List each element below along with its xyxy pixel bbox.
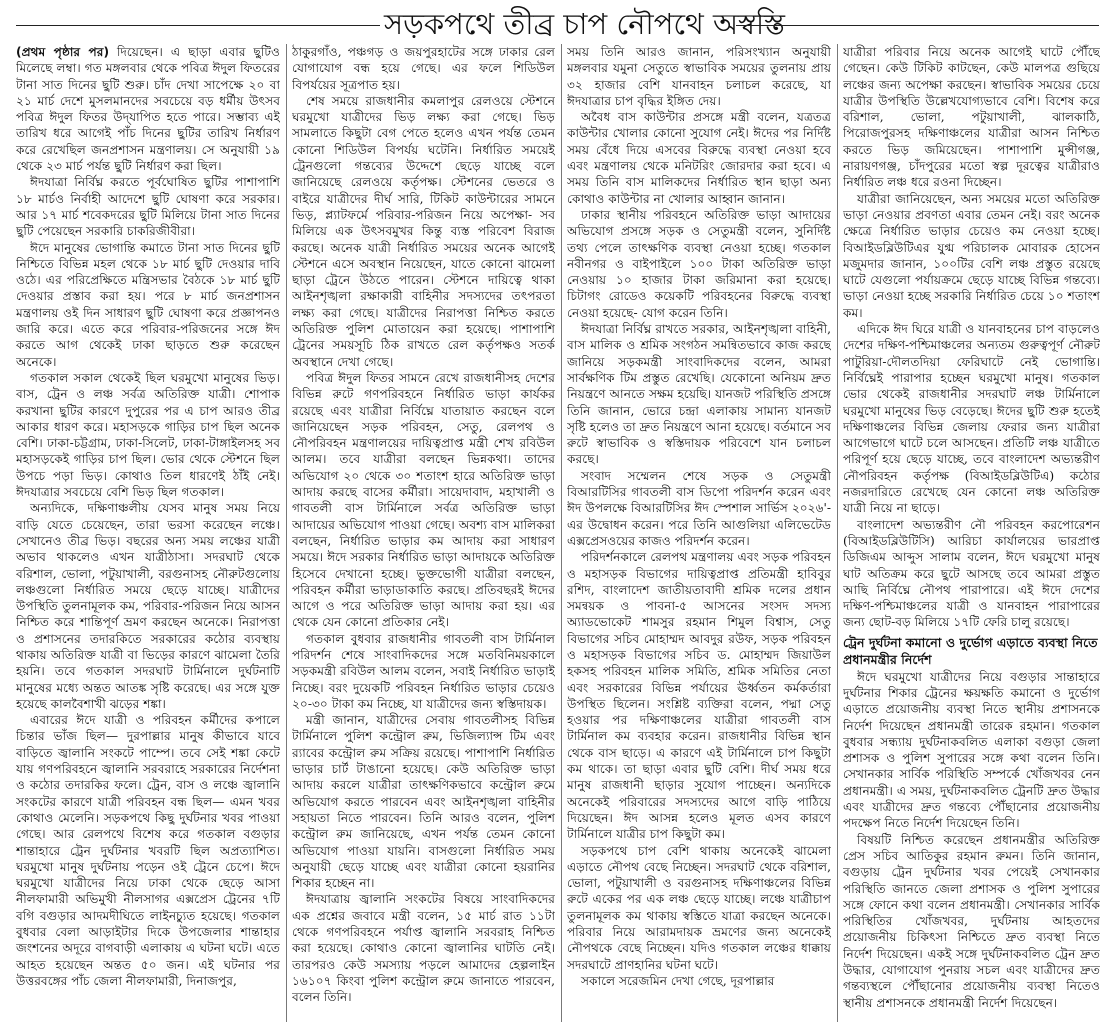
article-paragraph: অবৈধ বাস কাউন্টার প্রসঙ্গে মন্ত্রী বলেন, যত্রতত্র কাউন্টার খোলার কোনো সুযোগ নেই। ঈদের পর নির্দিষ্ট সময় বেঁধে দিয়ে এসবের বিরুদ্ধে ব্যবস্থা নেওয়া হবে এবং মন্ত্রণালয় থেকে মনিটরিং জোরদার করা হবে। এ সময় তিনি বাস মালিকদের নির্ধারিত স্থান ছাড়া অন্য কোথাও কাউন্টার না খোলার আহ্বান জানান। (567, 110, 831, 206)
continuation-label: (প্রথম পৃষ্ঠার পর) (16, 45, 110, 59)
article-paragraph: যাত্রীরা জানিয়েছেন, অন্য সময়ের মতো অতিরিক্ত ভাড়া নেওয়ার প্রবণতা এবার তেমন নেই। বরং অনেক ক্ষেত্রে নির্ধারিত ভাড়ার চেয়েও কম নেওয়া হচ্ছে। বিআইডব্লিউটিএর যুগ্ম পরিচালক মোবারক হোসেন মজুমদার জানান, ১০০টির বেশি লঞ্চ প্রস্তুত রয়েছে ঘাটে যেগুলো পর্যায়ক্রমে ছেড়ে যাচ্ছে বিভিন্ন গন্তব্যে। ভাড়া নেওয়া হচ্ছে সরকারি নির্ধারিত চেয়ে ১০ শতাংশ কম। (843, 191, 1100, 320)
headline-rule-left (16, 25, 380, 26)
article-paragraph: বিষয়টি নিশ্চিত করেছেন প্রধানমন্ত্রীর অতিরিক্ত প্রেস সচিব আতিকুর রহমান রুমন। তিনি জানান, বগুড়ায় ট্রেন দুর্ঘটনার খবর পেয়েই সেখানকার পরিস্থিতি জানতে জেলা প্রশাসক ও পুলিশ সুপারের সঙ্গে ফোনে কথা বলেন প্রধানমন্ত্রী। সেখানকার সার্বিক পরিস্থিতির খোঁজখবর, দুর্ঘটনায় আহতদের প্রয়োজনীয় চিকিৎসা নিশ্চিতে দ্রুত ব্যবস্থা নিতে নির্দেশ দিয়েছেন। একই সঙ্গে দুর্ঘটনাকবলিত ট্রেন দ্রুত উদ্ধার, যোগাযোগ পুনরায় সচল এবং যাত্রীদের দ্রুত গন্তব্যস্থলে পৌঁছানোর প্রয়োজনীয় ব্যবস্থা নিতেও স্থানীয় প্রশাসনকে প্রধানমন্ত্রী নির্দেশ দিয়েছেন। (843, 832, 1100, 1010)
article-paragraph: সকালে সরেজমিন দেখা গেছে, দূরপাল্লার (581, 973, 775, 988)
article-paragraph: সময় তিনি আরও জানান, পরিসংখ্যান অনুযায়ী মঙ্গলবার যমুনা সেতুতে স্বাভাবিক সময়ের তুলনায় প্রায় ৩২ হাজার বেশি যানবাহন চলাচল করেছে, যা ঈদযাত্রার চাপ বৃদ্ধির ইঙ্গিত দেয়। (567, 45, 831, 108)
article-column-2 (292, 44, 555, 1022)
column-divider (561, 44, 562, 1022)
article-paragraph: (প্রথম পৃষ্ঠার পর) দিয়েছেন। এ ছাড়া এবার ছুটিও মিলেছে লম্বা। গত মঙ্গলবার থেকে পবিত্র ঈদুল ফিতরের টানা সাত দিনের ছুটি শুরু। চাঁদ দেখা সাপেক্ষে ২০ বা ২১ মার্চ দেশে মুসলমানদের সবচেয়ে বড় ধর্মীয় উৎসব পবিত্র ঈদুল ফিতর উদ্‌যাপিত হতে পারে। সম্ভাব্য এই তারিখ ধরে আগেই পাঁচ দিনের ছুটির তারিখ নির্ধারণ করে রেখেছিল জনপ্রশাসন মন্ত্রণালয়। সে অনুযায়ী ১৯ থেকে ২৩ মার্চ পর্যন্ত ছুটি নির্ধারণ করা ছিল। (16, 45, 280, 174)
article-paragraph: পবিত্র ঈদুল ফিতর সামনে রেখে রাজধানীসহ দেশের বিভিন্ন রুটে গণপরিবহনে নির্ধারিত ভাড়া কার্যকর রয়েছে এবং যাত্রীরা নির্বিঘ্নে যাতায়াত করছেন বলে জানিয়েছেন সড়ক পরিবহন, সেতু, রেলপথ ও নৌপরিবহন মন্ত্রণালয়ের দায়িত্বপ্রাপ্ত মন্ত্রী শেখ রবিউল আলম। তবে যাত্রীরা বলছেন ভিন্নকথা। তাদের অভিযোগ ২০ থেকে ৩০ শতাংশ হারে অতিরিক্ত ভাড়া আদায় করছে বাসের কর্মীরা। সায়েদাবাদ, মহাখালী ও গাবতলী বাস টার্মিনালে সর্বত্র অতিরিক্ত ভাড়া আদায়ের অভিযোগ পাওয়া গেছে। অবশ্য বাস মালিকরা বলছেন, নির্ধারিত ভাড়ার কম আদায় করা সাধারণ সময়ে। ঈদে সরকার নির্ধারিত ভাড়া আদায়কে অতিরিক্ত হিসেবে দেখানো হচ্ছে। ভুক্তভোগী যাত্রীরা বলছেন, পরিবহন কর্মীরা ভাড়াডাকাতি করছে। প্রতিবছরই ঈদের আগে ও পরে অতিরিক্ত ভাড়া আদায় করা হয়। এর থেকে যেন কোনো প্রতিকার নেই। (292, 370, 555, 630)
article-column-3 (567, 44, 831, 1022)
article-paragraph: পরিদর্শনকালে রেলপথ মন্ত্রণালয় এবং সড়ক পরিবহন ও মহাসড়ক বিভাগের দায়িত্বপ্রাপ্ত প্রতিমন্ত্রী হাবিবুর রশিদ, বাংলাদেশ জাতীয়তাবাদী শ্রমিক দলের প্রধান সমন্বয়ক ও পাবনা-৫ আসনের সংসদ সদস্য অ্যাডভোকেট শামসুর রহমান শিমুল বিশ্বাস, সেতু বিভাগের সচিব মোহাম্মদ আবদুর রউফ, সড়ক পরিবহন ও মহাসড়ক বিভাগের সচিব ড. মোহাম্মদ জিয়াউল হকসহ পরিবহন মালিক সমিতি, শ্রমিক সমিতির নেতা এবং সরকারের বিভিন্ন পর্যায়ের ঊর্ধ্বতন কর্মকর্তারা উপস্থিত ছিলেন। সংশ্লিষ্ট ব্যক্তিরা বলেন, পদ্মা সেতু হওয়ার পর দক্ষিণাঞ্চলের যাত্রীরা গাবতলী বাস টার্মিনাল কম ব্যবহার করেন। রাজধানীর বিভিন্ন স্থান থেকে বাস ছাড়ে। এ কারণে এই টার্মিনালে চাপ কিছুটা কম থাকে। তা ছাড়া এবার ছুটি বেশি। দীর্ঘ সময় ধরে মানুষ রাজধানী ছাড়ার সুযোগ পাচ্ছেন। অন্যদিকে অনেকেই পরিবারের সদস্যদের আগে বাড়ি পাঠিয়ে দিয়েছেন। ঈদ আসন্ন হলেও মূলত এসব কারণে টার্মিনালে যাত্রীর চাপ কিছুটা কম। (567, 550, 831, 842)
article-paragraph: ঈদে ঘরমুখো যাত্রীদের নিয়ে বগুড়ার সান্তাহারে দুর্ঘটনার শিকার ট্রেনের ক্ষয়ক্ষতি কমানো ও দুর্ভোগ এড়াতে প্রয়োজনীয় ব্যবস্থা নিতে স্থানীয় প্রশাসনকে নির্দেশ দিয়েছেন প্রধানমন্ত্রী তারেক রহমান। গতকাল বুধবার সন্ধ্যায় দুর্ঘটনাকবলিত এলাকা বগুড়া জেলা প্রশাসক ও পুলিশ সুপারের সঙ্গে কথা বলেন তিনি। সেখানকার সার্বিক পরিস্থিতি সম্পর্কে খোঁজখবর নেন প্রধানমন্ত্রী। এ সময়, দুর্ঘটনাকবলিত ট্রেনটি দ্রুত উদ্ধার এবং যাত্রীদের দ্রুত গন্তব্যে পৌঁছানোর প্রয়োজনীয় পদক্ষেপ নিতে নির্দেশ দিয়েছেন তিনি। (843, 669, 1100, 831)
article-paragraph: ঈদযাত্রা নির্বিঘ্ন রাখতে সরকার, আইনশৃঙ্খলা বাহিনী, বাস মালিক ও শ্রমিক সংগঠন সমন্বিতভাবে কাজ করছে জানিয়ে সড়কমন্ত্রী সাংবাদিকদের বলেন, আমরা সার্বক্ষণিক টিম প্রস্তুত রেখেছি। যেকোনো অনিয়ম দ্রুত নিয়ন্ত্রণে আনতে সক্ষম হয়েছি। যানজট পরিস্থিতি প্রসঙ্গে তিনি জানান, ভোরে চন্দ্রা এলাকায় সামান্য যানজট সৃষ্টি হলেও তা দ্রুত নিয়ন্ত্রণে আনা হয়েছে। বর্তমানে সব রুটে স্বাভাবিক ও স্বস্তিদায়ক পরিবেশে যান চলাচল করছে। (567, 322, 831, 467)
page-headline: সড়কপথে তীব্র চাপ নৌপথে অস্বস্তি (384, 7, 785, 41)
article-column-4 (843, 44, 1100, 1022)
article-paragraph: এদিকে ঈদ ঘিরে যাত্রী ও যানবাহনের চাপ বাড়লেও দেশের দক্ষিণ-পশ্চিমাঞ্চলের অন্যতম গুরুত্বপূর্ণ নৌরুট পাটুরিয়া-দৌলতদিয়া ফেরিঘাটে নেই ভোগান্তি। নির্বিঘ্নেই পারাপার হচ্ছেন ঘরমুখো মানুষ। গতকাল ভোর থেকেই রাজধানীর সদরঘাট লঞ্চ টার্মিনালে ঘরমুখো মানুষের ভিড় বেড়েছে। ঈদের ছুটি শুরু হতেই দক্ষিণাঞ্চলের বিভিন্ন জেলায় ফেরার জন্য যাত্রীরা আগেভাগে ঘাটে চলে আসছেন। প্রতিটি লঞ্চ যাত্রীতে পরিপূর্ণ হয়ে ছেড়ে যাচ্ছে, তবে বাংলাদেশ অভ্যন্তরীণ নৌপরিবহন কর্তৃপক্ষ (বিআইডব্লিউটিএ) কঠোর নজরদারিতে রেখেছে যেন কোনো লঞ্চ অতিরিক্ত যাত্রী নিয়ে না ছাড়ে। (843, 322, 1100, 516)
headline-rule-right (736, 25, 1099, 26)
article-paragraph: অন্যদিকে, দক্ষিণাঞ্চলীয় যেসব মানুষ সময় নিয়ে বাড়ি যেতে চেয়েছেন, তারা ভরসা করেছেন লঞ্চে। সেখানেও তীব্র ভিড়। বছরের অন্য সময় লঞ্চের যাত্রী অভাব থাকলেও এখন যাত্রীঠাসা। সদরঘাট থেকে বরিশাল, ভোলা, পটুয়াখালী, বরগুনাসহ নৌরুটগুলোয় লঞ্চগুলো নির্ধারিত সময়ে ছেড়ে যাচ্ছে। যাত্রীদের উপস্থিতি তুলনামূলক কম, পরিবার-পরিজন নিয়ে আসন নিশ্চিত করে শান্তিপূর্ণ ভ্রমণ করছেন অনেকে। নিরাপত্তা ও প্রশাসনের তদারকিতে সরকারের কঠোর ব্যবস্থায় থাকায় অতিরিক্ত যাত্রী বা ভিড়ের কারণে ঝামেলা তৈরি হয়নি। তবে গতকাল সদরঘাট টার্মিনালে দুর্ঘটনাটি মানুষের মধ্যে অন্তত আতঙ্ক সৃষ্টি করেছে। এর সঙ্গে যুক্ত হয়েছে কালবৈশাখী ঝড়ের শঙ্কা। (16, 501, 280, 711)
article-paragraph: শেষ সময়ে রাজধানীর কমলাপুর রেলওয়ে স্টেশনে ঘরমুখো যাত্রীদের ভিড় লক্ষ্য করা গেছে। ভিড় সামলাতে কিছুটা বেগ পেতে হলেও এখন পর্যন্ত তেমন কোনো শিডিউল বিপর্যয় ঘটেনি। নির্ধারিত সময়েই ট্রেনগুলো গন্তব্যের উদ্দেশে ছেড়ে যাচ্ছে বলে জানিয়েছে রেলওয়ে কর্তৃপক্ষ। স্টেশনের ভেতরে ও বাইরে যাত্রীদের দীর্ঘ সারি, টিকিট কাউন্টারের সামনে ভিড়, প্ল্যাটফর্মে পরিবার-পরিজন নিয়ে অপেক্ষা- সব মিলিয়ে এক উৎসবমুখর কিন্তু ব্যস্ত পরিবেশ বিরাজ করছে। অনেক যাত্রী নির্ধারিত সময়ের অনেক আগেই স্টেশনে এসে অবস্থান নিয়েছেন, যাতে কোনো ঝামেলা ছাড়া ট্রেনে উঠতে পারেন। স্টেশনে দায়িত্বে থাকা আইনশৃঙ্খলা রক্ষাকারী বাহিনীর সদস্যদের তৎপরতা লক্ষ্য করা গেছে। যাত্রীদের নিরাপত্তা নিশ্চিত করতে অতিরিক্ত পুলিশ মোতায়েন করা হয়েছে। পাশাপাশি ট্রেনের সময়সূচি ঠিক রাখতে রেল কর্তৃপক্ষও সতর্ক অবস্থানে দেখা গেছে। (292, 93, 555, 369)
article-paragraph: গতকাল সকাল থেকেই ছিল ঘরমুখো মানুষের ভিড়। বাস, ট্রেন ও লঞ্চ সর্বত্র অতিরিক্ত যাত্রী। শোপাক করখানা ছুটির কারণে দুপুরের পর এ চাপ আরও তীব্র আকার ধারণ করে। মহাসড়কে গাড়ির চাপ ছিল অনেক বেশি। ঢাকা-চট্টগ্রাম, ঢাকা-সিলেট, ঢাকা-টাঙ্গাইলসহ সব মহাসড়কেই গাড়ির চাপ ছিল। ভোর থেকে স্টেশনে ছিল উপচে পড়া ভিড়। কোথাও তিল ধারণেই ঠাঁই নেই। ঈদযাত্রার সবচেয়ে বেশি ভিড় ছিল গতকাল। (16, 370, 280, 500)
article-paragraph: বাংলাদেশ অভ্যন্তরীণ নৌ পরিবহন করপোরেশন (বিআইডব্লিউটিসি) আরিচা কার্যালয়ের ভারপ্রাপ্ত ডিজিএম আব্দুস সালাম বলেন, ঈদে ঘরমুখো মানুষ ঘাট অতিক্রম করে ছুটে আসছে তবে আমরা প্রস্তুত আছি নির্বিঘ্নে নৌপথ পারাপারে। এই ঈদে দেশের দক্ষিণ-পশ্চিমাঞ্চলের যাত্রী ও যানবাহন পারাপারের জন্য ছোট-বড় মিলিয়ে ১৭টি ফেরি চালু রয়েছে। (843, 517, 1100, 630)
article-paragraph: এবারের ঈদে যাত্রী ও পরিবহন কর্মীদের কপালে চিন্তার ভাঁজ ছিল— দুরপাল্লার মানুষ কীভাবে যাবে বাড়িতে জ্বালানি সংকটে পাম্পে। তবে সেই শঙ্কা কেটে যায় গণপরিবহনে জ্বালানি সরবরাহে সরকারের নির্দেশনা ও কঠোর তদারকির ফলে। ট্রেন, বাস ও লঞ্চে জ্বালানি সংকটের কারণে যাত্রী পরিবহন বন্ধ ছিল— এমন খবর কোথাও মেলেনি। সড়কপথে কিছু দুর্ঘটনার খবর পাওয়া গেছে। আর রেলপথে বিশেষ করে গতকাল বগুড়ার শান্তাহারে ট্রেন দুর্ঘটনার খবরটি ছিল অপ্রত্যাশিত। ঘরমুখো মানুষ দুর্ঘটনায় পড়েন ওই ট্রেনে চেপে। ঈদে ঘরমুখো যাত্রীদের নিয়ে ঢাকা থেকে ছেড়ে আসা নীলফামারী অভিমুখী নীলসাগর এক্সপ্রেস ট্রেনের ৭টি বগি বগুড়ার আদমদীঘিতে লাইনচ্যুত হয়েছে। গতকাল বুধবার বেলা আড়াইটার দিকে উপজেলার শান্তাহার জংশনের অদূরে বাগবাড়ী এলাকায় এ ঘটনা ঘটে। এতে আহত হয়েছেন অন্তত ৫০ জন। এই ঘটনার পর উত্তরবঙ্গের পাঁচ জেলা নীলফামারী, দিনাজপুর, (16, 713, 280, 988)
section-subheading: ট্রেন দুর্ঘটনা কমানো ও দুর্ভোগ এড়াতে ব্যবস্থা নিতে প্রধানমন্ত্রীর নির্দেশ (843, 634, 1098, 667)
column-divider (837, 44, 838, 1022)
article-paragraph: গতকাল বুধবার রাজধানীর গাবতলী বাস টার্মিনাল পরিদর্শন শেষে সাংবাদিকদের সঙ্গে মতবিনিময়কালে সড়কমন্ত্রী রবিউল আলম বলেন, সবাই নির্ধারিত ভাড়াই নিচ্ছে। বরং দুয়েকটি পরিবহন নির্ধারিত ভাড়ার চেয়েও ২০-৩০ টাকা কম নিচ্ছে, যা যাত্রীদের জন্য স্বস্তিদায়ক। (292, 631, 555, 711)
article-paragraph: সড়কপথে চাপ বেশি থাকায় অনেকেই ঝামেলা এড়াতে নৌপথ বেছে নিচ্ছেন। সদরঘাট থেকে বরিশাল, ভোলা, পটুয়াখালী ও বরগুনাসহ দক্ষিণাঞ্চলের বিভিন্ন রুটে একের পর এক লঞ্চ ছেড়ে যাচ্ছে। লঞ্চে যাত্রীচাপ তুলনামূলক কম থাকায় স্বস্তিতে যাত্রা করছেন অনেকে। পরিবার নিয়ে আরামদায়ক ভ্রমণের জন্য অনেকেই নৌপথকে বেছে নিচ্ছেন। যদিও গতকাল লঞ্চের ধাক্কায় সদরঘাটে প্রাণহানির ঘটনা ঘটে। (567, 843, 831, 972)
column-divider (286, 44, 287, 1022)
article-paragraph: ঈদে মানুষের ভোগান্তি কমাতে টানা সাত দিনের ছুটি নিশ্চিতে বিভিন্ন মহল থেকে ১৮ মার্চ ছুটি দেওয়ার দাবি ওঠে। এর পরিপ্রেক্ষিতে মন্ত্রিসভার বৈঠকে ১৮ মার্চ ছুটি দেওয়ার প্রস্তাব করা হয়। পরে ৮ মার্চ জনপ্রশাসন মন্ত্রণালয় ওই দিন সাধারণ ছুটি ঘোষণা করে প্রজ্ঞাপনও জারি করে। এতে করে পরিবার-পরিজনের সঙ্গে ঈদ করতে আগ থেকেই ঢাকা ছাড়তে শুরু করেছেন অনেকে। (16, 240, 280, 369)
article-paragraph: ঈদযাত্রায় জ্বালানি সংকটের বিষয়ে সাংবাদিকদের এক প্রশ্নের জবাবে মন্ত্রী বলেন, ১৫ মার্চ রাত ১১টা থেকে গণপরিবহনে পর্যাপ্ত জ্বালানি সরবরাহ নিশ্চিত করা হয়েছে। কোথাও কোনো জ্বালানির ঘাটতি নেই। তারপরও কেউ সমস্যায় পড়লে আমাদের হেল্পলাইন ১৬১০৭ কিংবা পুলিশ কন্ট্রোল রুমে জানাতে পারবেন, বলেন তিনি। (292, 892, 555, 1005)
article-paragraph: সংবাদ সম্মেলন শেষে সড়ক ও সেতুমন্ত্রী বিআরটিসির গাবতলী বাস ডিপো পরিদর্শন করেন এবং ঈদ উপলক্ষে বিআরটিসির ঈদ স্পেশাল সার্ভিস ২০২৬'-এর উদ্বোধন করেন। পরে তিনি আগুলিয়া এলিভেটেড এক্সপ্রেসওয়ের কাজও পরিদর্শন করেন। (567, 468, 831, 548)
article-paragraph: ঢাকার স্থানীয় পরিবহনে অতিরিক্ত ভাড়া আদায়ের অভিযোগ প্রসঙ্গে সড়ক ও সেতুমন্ত্রী বলেন, সুনির্দিষ্ট তথ্য পেলে তাৎক্ষণিক ব্যবস্থা নেওয়া হচ্ছে। গতকাল নবীনগর ও বাইপাইলে ১০০ টাকা অতিরিক্ত ভাড়া নেওয়ায় ১০ হাজার টাকা জরিমানা করা হয়েছে। চিটাগং রোডেও কয়েকটি পরিবহনের বিরুদ্ধে ব্যবস্থা নেওয়া হয়েছে- যোগ করেন তিনি। (567, 207, 831, 320)
article-paragraph: ঠাকুরগাঁও, পঞ্চগড় ও জয়পুরহাটের সঙ্গে ঢাকার রেল যোগাযোগ বন্ধ হয়ে গেছে। এর ফলে শিডিউল বিপর্যয়ের সূত্রপাত হয়। (292, 45, 555, 92)
article-paragraph: মন্ত্রী জানান, যাত্রীদের সেবায় গাবতলীসহ বিভিন্ন টার্মিনালে পুলিশ কন্ট্রোল রুম, ভিজিল্যান্স টিম এবং র‍্যাবের কন্ট্রোল রুম সক্রিয় রয়েছে। পাশাপাশি নির্ধারিত ভাড়ার চার্ট টাঙানো হয়েছে। কেউ অতিরিক্ত ভাড়া আদায় করলে যাত্রীরা তাৎক্ষণিকভাবে কন্ট্রোল রুমে অভিযোগ করতে পারবেন এবং আইনশৃঙ্খলা বাহিনীর সহায়তা নিতে পারবেন। তিনি আরও বলেন, পুলিশ কন্ট্রোল রুম জানিয়েছে, এখন পর্যন্ত তেমন কোনো অভিযোগ পাওয়া যায়নি। বাসগুলো নির্ধারিত সময় অনুযায়ী ছেড়ে যাচ্ছে এবং যাত্রীরা কোনো হয়রানির শিকার হচ্ছেন না। (292, 713, 555, 891)
article-paragraph: যাত্রীরা পরিবার নিয়ে অনেক আগেই ঘাটে পৌঁছে গেছেন। কেউ টিকিট কাটছেন, কেউ মালপত্র গুছিয়ে লঞ্চের জন্য অপেক্ষা করছেন। স্বাভাবিক সময়ের চেয়ে যাত্রীর উপস্থিতি উল্লেখযোগ্যভাবে বেশি। বিশেষ করে বরিশাল, ভোলা, পটুয়াখালী, ঝালকাঠি, পিরোজপুরসহ দক্ষিণাঞ্চলের যাত্রীরা আসন নিশ্চিত করতে ভিড় জমিয়েছেন। পাশাপাশি মুন্সীগঞ্জ, নারায়ণগঞ্জ, চাঁদপুরের মতো স্বল্প দূরত্বের যাত্রীরাও নির্ধারিত লঞ্চ ধরে রওনা দিচ্ছেন। (843, 45, 1100, 190)
article-column-1 (16, 44, 280, 1022)
article-paragraph: ঈদযাত্রা নির্বিঘ্ন করতে পূর্বঘোষিত ছুটির পাশাপাশি ১৮ মার্চও নির্বাহী আদেশে ছুটি ঘোষণা করে সরকার। আর ১৭ মার্চ শবেকদরের ছুটি মিলিয়ে টানা সাত দিনের ছুটি পেয়েছেন সরকারি চাকরিজীবীরা। (16, 175, 280, 239)
